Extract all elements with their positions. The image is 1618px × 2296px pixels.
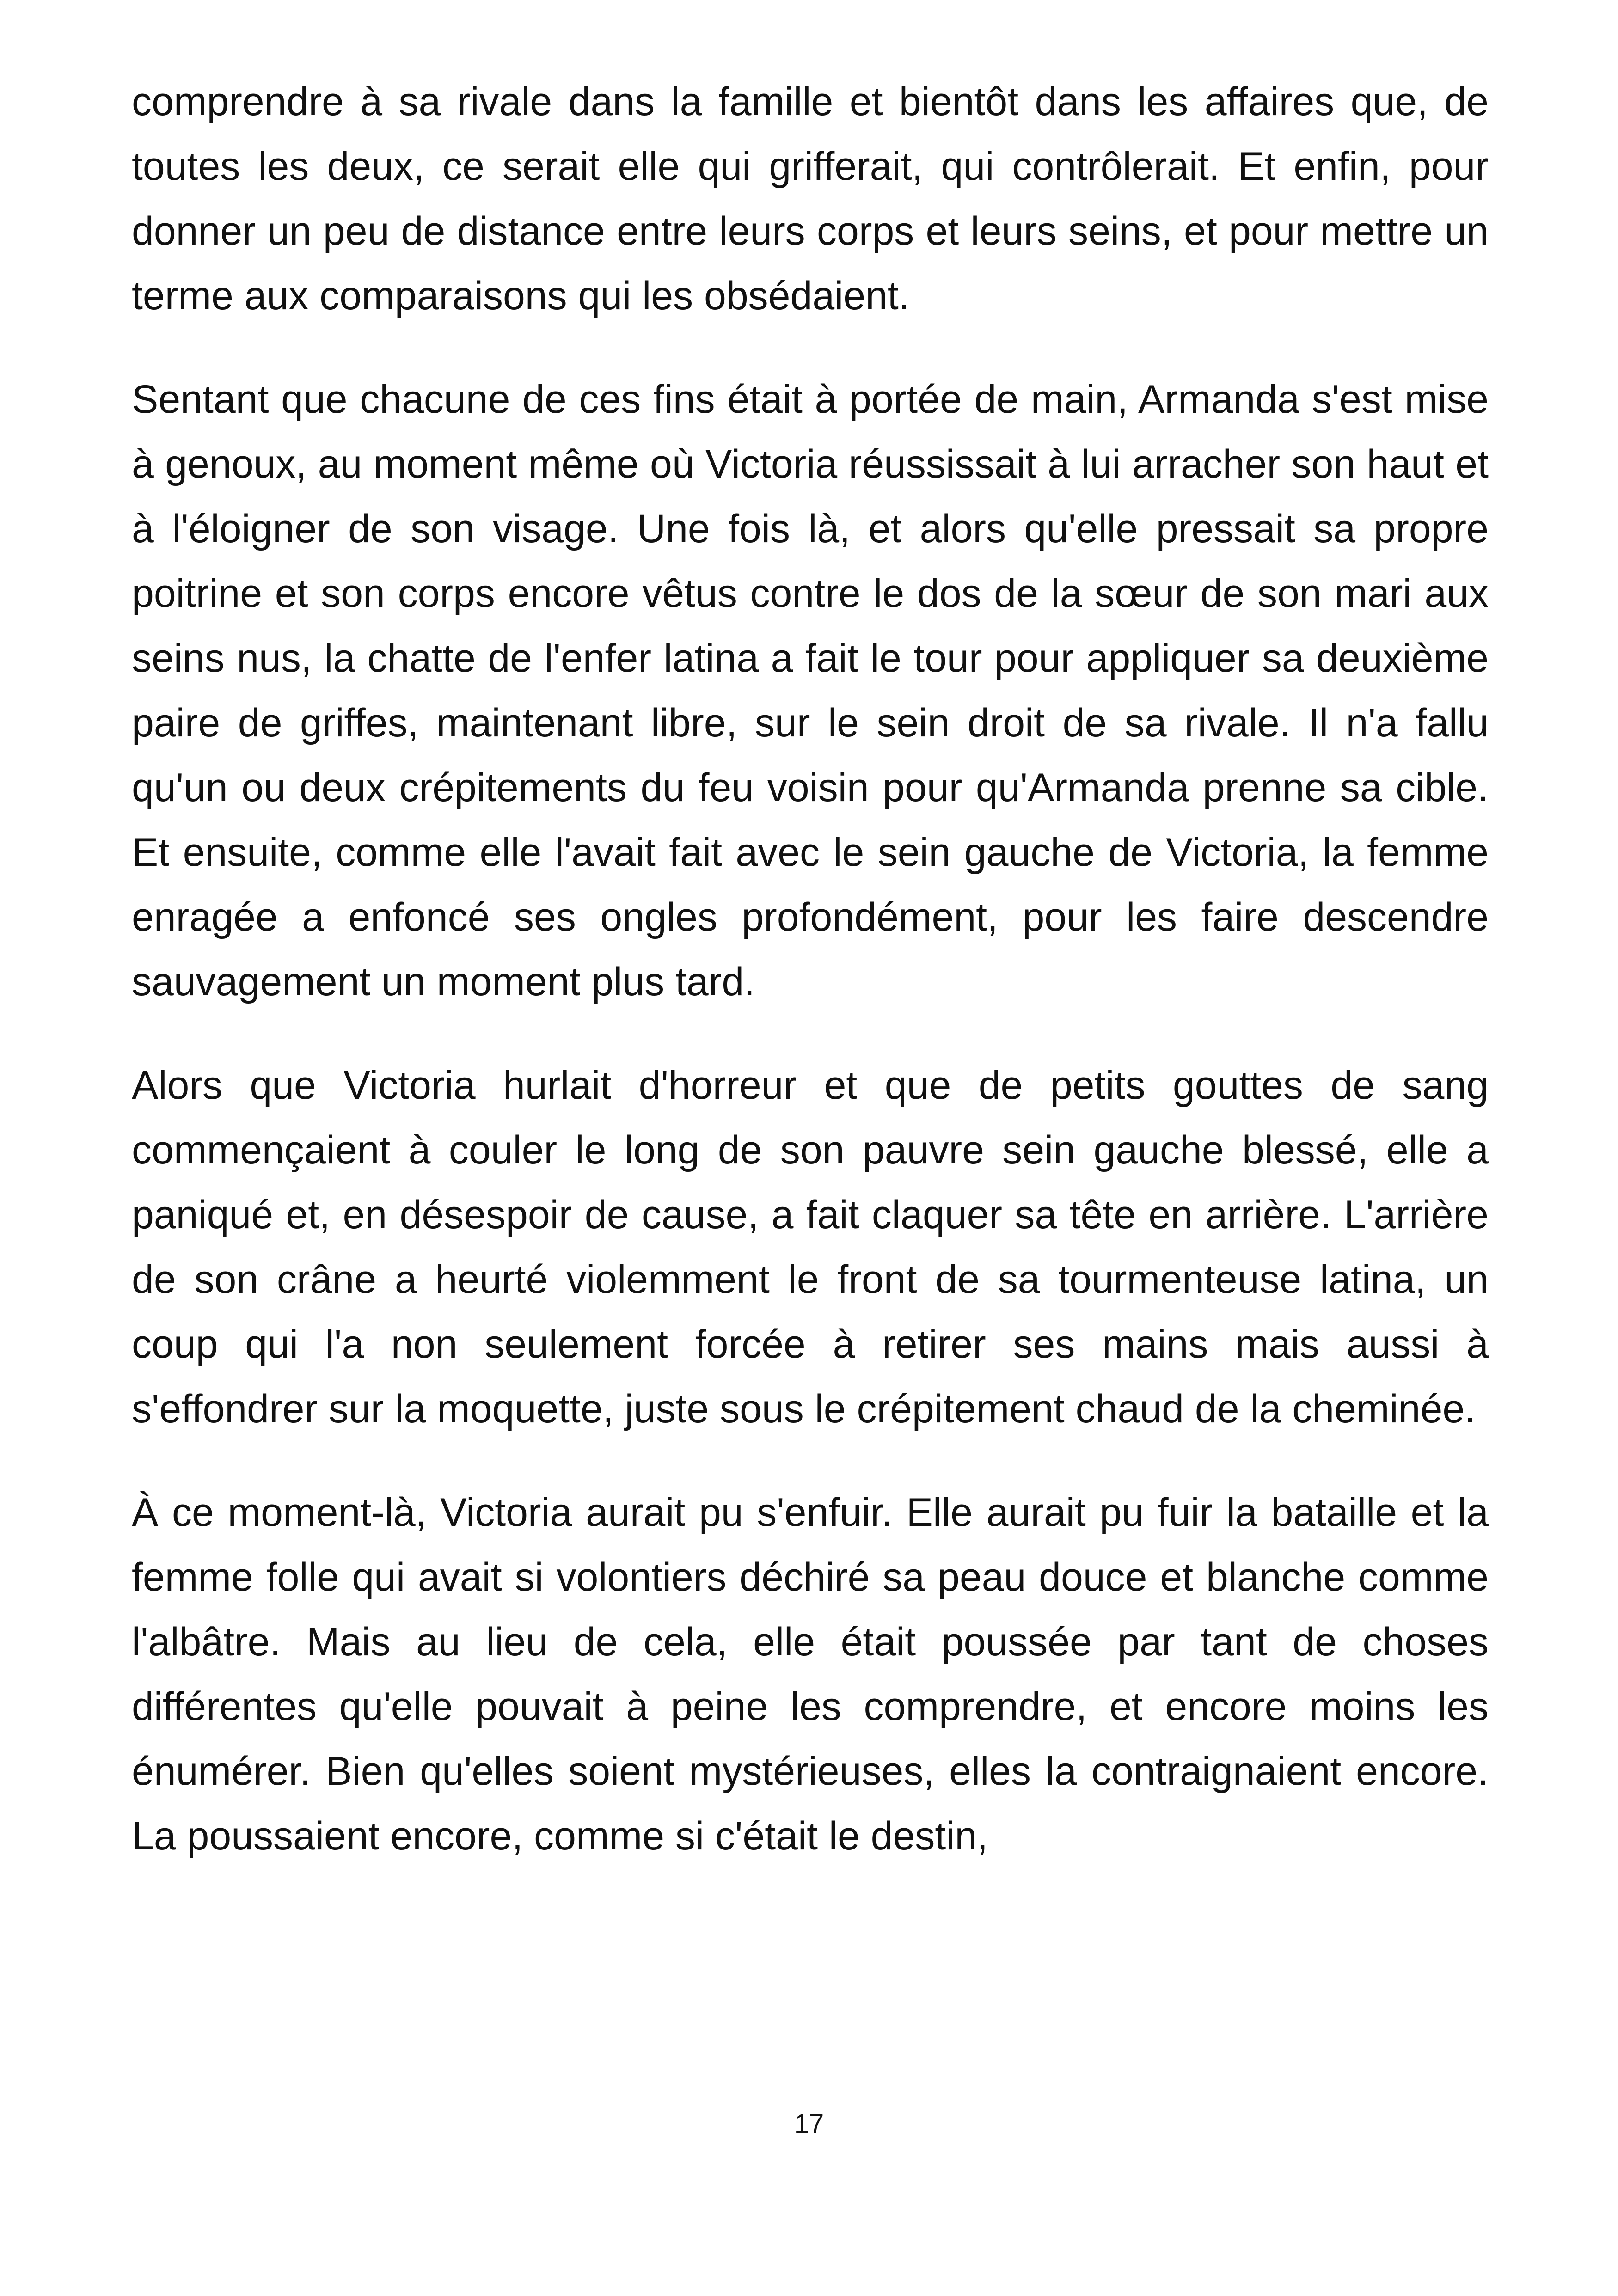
paragraph-1: comprendre à sa rivale dans la famille et bientôt dans les affaires que, de toutes les deux, ce serait elle qui grifferait, qui contrôlerait. Et enfin, pour donner un peu de distance entre leurs corps et leurs seins, et pour mettre un terme aux comparaisons qui les obsédaient. (132, 80, 1489, 318)
paragraph-3: Alors que Victoria hurlait d'horreur et que de petits gouttes de sang commençaient à couler le long de son pauvre sein gauche blessé, elle a paniqué et, en désespoir de cause, a fait claquer sa tête en arrière. L'arrière de son crâne a heurté violemment le front de sa tourmenteuse latina, un coup qui l'a non seulement forcée à retirer ses mains mais aussi à s'effondrer sur la moquette, juste sous le crépitement chaud de la cheminée. (132, 1063, 1489, 1431)
paragraph-4: À ce moment-là, Victoria aurait pu s'enfuir. Elle aurait pu fuir la bataille et la femme folle qui avait si volontiers déchiré sa peau douce et blanche comme l'albâtre. Mais au lieu de cela, elle était poussée par tant de choses différentes qu'elle pouvait à peine les comprendre, et encore moins les énumérer. Bien qu'elles soient mystérieuses, elles la contraignaient encore. La poussaient encore, comme si c'était le destin, (132, 1490, 1489, 1858)
page-number: 17 (794, 2109, 824, 2139)
paragraph-2: Sentant que chacune de ces fins était à portée de main, Armanda s'est mise à genoux, au moment même où Victoria réussissait à lui arracher son haut et à l'éloigner de son visage. Une fois là, et alors qu'elle pressait sa propre poitrine et son corps encore vêtus contre le dos de la sœur de son mari aux seins nus, la chatte de l'enfer latina a fait le tour pour appliquer sa deuxième paire de griffes, maintenant libre, sur le sein droit de sa rivale. Il n'a fallu qu'un ou deux crépitements du feu voisin pour qu'Armanda prenne sa cible. Et ensuite, comme elle l'avait fait avec le sein gauche de Victoria, la femme enragée a enfoncé ses ongles profondément, pour les faire descendre sauvagement un moment plus tard. (132, 377, 1489, 1004)
body-text (132, 69, 1489, 1907)
